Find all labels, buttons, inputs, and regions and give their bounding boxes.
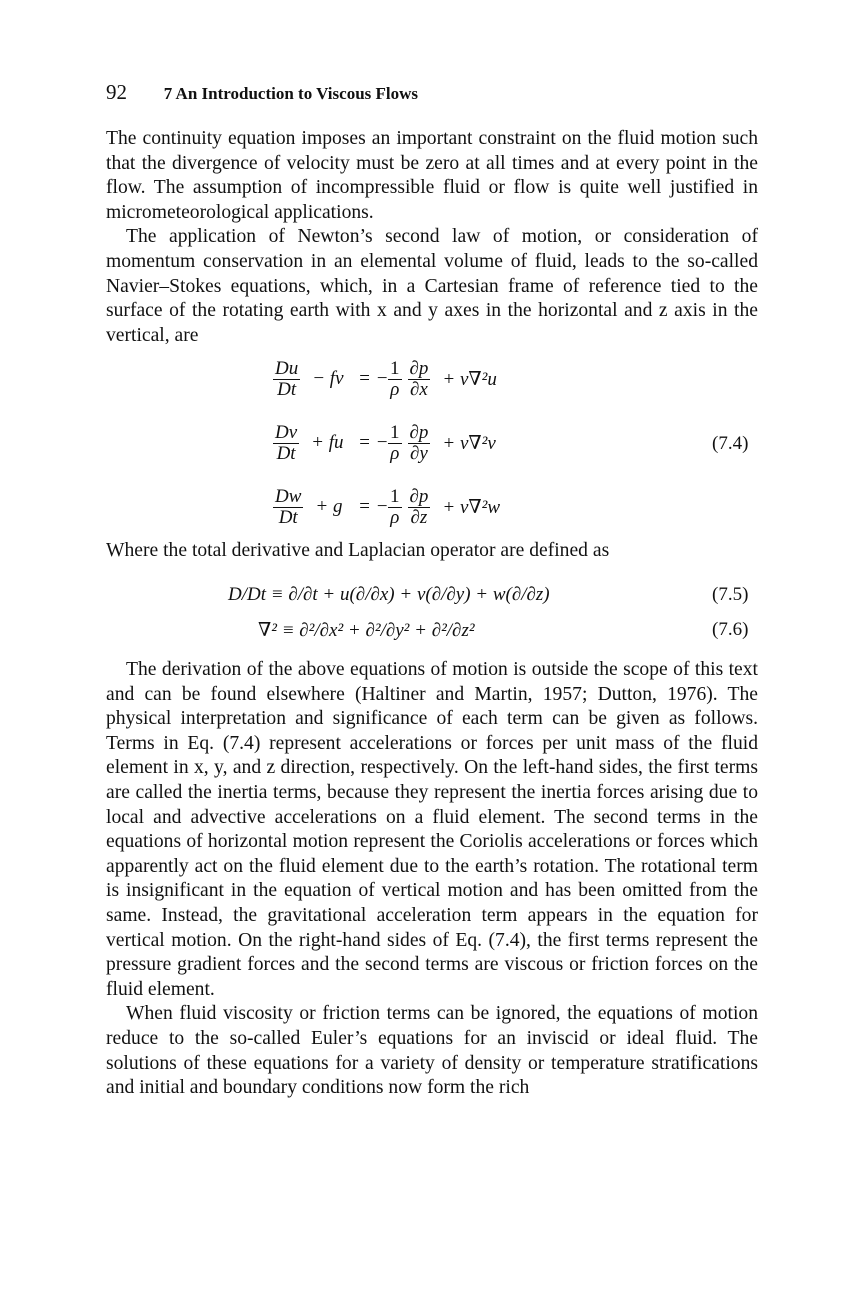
- paragraph-term-interpretation: The derivation of the above equations of motion is outside the scope of this text and can be found elsewhere (Haltiner and Martin, 1957; Dutton, 1976). The physical interpretation and significance of each term can be given as follows. Terms in Eq. (7.4) represent accelerations or forces per unit mass of the fluid element in x, y, and z direction, respectively. On the left-hand sides, the first terms are called the inertia terms, because they represent the inertia forces arising due to local and advective accelerations on a fluid element. The second terms in the equations of horizontal motion represent the Coriolis accelerations or forces which apparently act on the fluid element due to the earth’s rotation. The rotational term is insignificant in the equation of vertical motion and has been omitted from the same. Instead, the gravitational acceleration term appears in the equation for vertical motion. On the right-hand sides of Eq. (7.4), the first terms represent the pressure gradient forces and the second terms are viscous or friction forces on the fluid element.: [106, 659, 758, 1000]
- definition-intro: Where the total derivative and Laplacian operator are defined as: [106, 540, 610, 561]
- laplacian-formula: ∇² ≡ ∂²/∂x² + ∂²/∂y² + ∂²/∂z²: [258, 620, 475, 641]
- paragraph-continuity: The continuity equation imposes an important constraint on the fluid motion such that the divergence of velocity must be zero at all times and at every point in the flow. The assumption of incompressible fluid or flow is quite well justified in micrometeorological applications.: [106, 128, 758, 223]
- page-header: [106, 80, 758, 105]
- paragraph-euler: When fluid viscosity or friction terms can be ignored, the equations of motion reduce to the so-called Euler’s equations for an inviscid or ideal fluid. The solutions of these equations for a variety of density or temperature stratifications and initial and boundary conditions now form the rich: [106, 1003, 758, 1099]
- equation-number-7-4: (7.4): [712, 433, 749, 454]
- paragraph-navier-stokes-intro: The application of Newton’s second law of motion, or consideration of momentum conservation in an elemental volume of fluid, leads to the so-called Navier–Stokes equations, which, in a Cartesian frame of reference tied to the surface of the rotating earth with x and y axes in the horizontal and z axis in the vertical, are: [106, 226, 758, 346]
- page-number: 92: [106, 80, 127, 104]
- total-derivative-formula: D/Dt ≡ ∂/∂t + u(∂/∂x) + v(∂/∂y) + w(∂/∂z): [228, 584, 550, 605]
- equation-w: $\frac{Dw}{Dt}$ + g = − $\frac{1}{\rho}$ $\frac{\partial p}{\partial z}$ + ν∇²w: [275, 485, 501, 528]
- equation-number-7-6: (7.6): [712, 619, 749, 640]
- running-head: 7 An Introduction to Viscous Flows: [163, 84, 419, 103]
- equation-u: $\frac{Du}{Dt}$ − fv = − $\frac{1}{\rho}$ $\frac{\partial p}{\partial x}$ + ν∇²u: [275, 357, 497, 400]
- equation-number-7-5: (7.5): [712, 584, 749, 605]
- equation-v: $\frac{Dv}{Dt}$ + fu = − $\frac{1}{\rho}$ $\frac{\partial p}{\partial y}$ + ν∇²v (7.4): [275, 421, 749, 464]
- discussion-text: [106, 658, 758, 1101]
- intro-text: [106, 127, 758, 348]
